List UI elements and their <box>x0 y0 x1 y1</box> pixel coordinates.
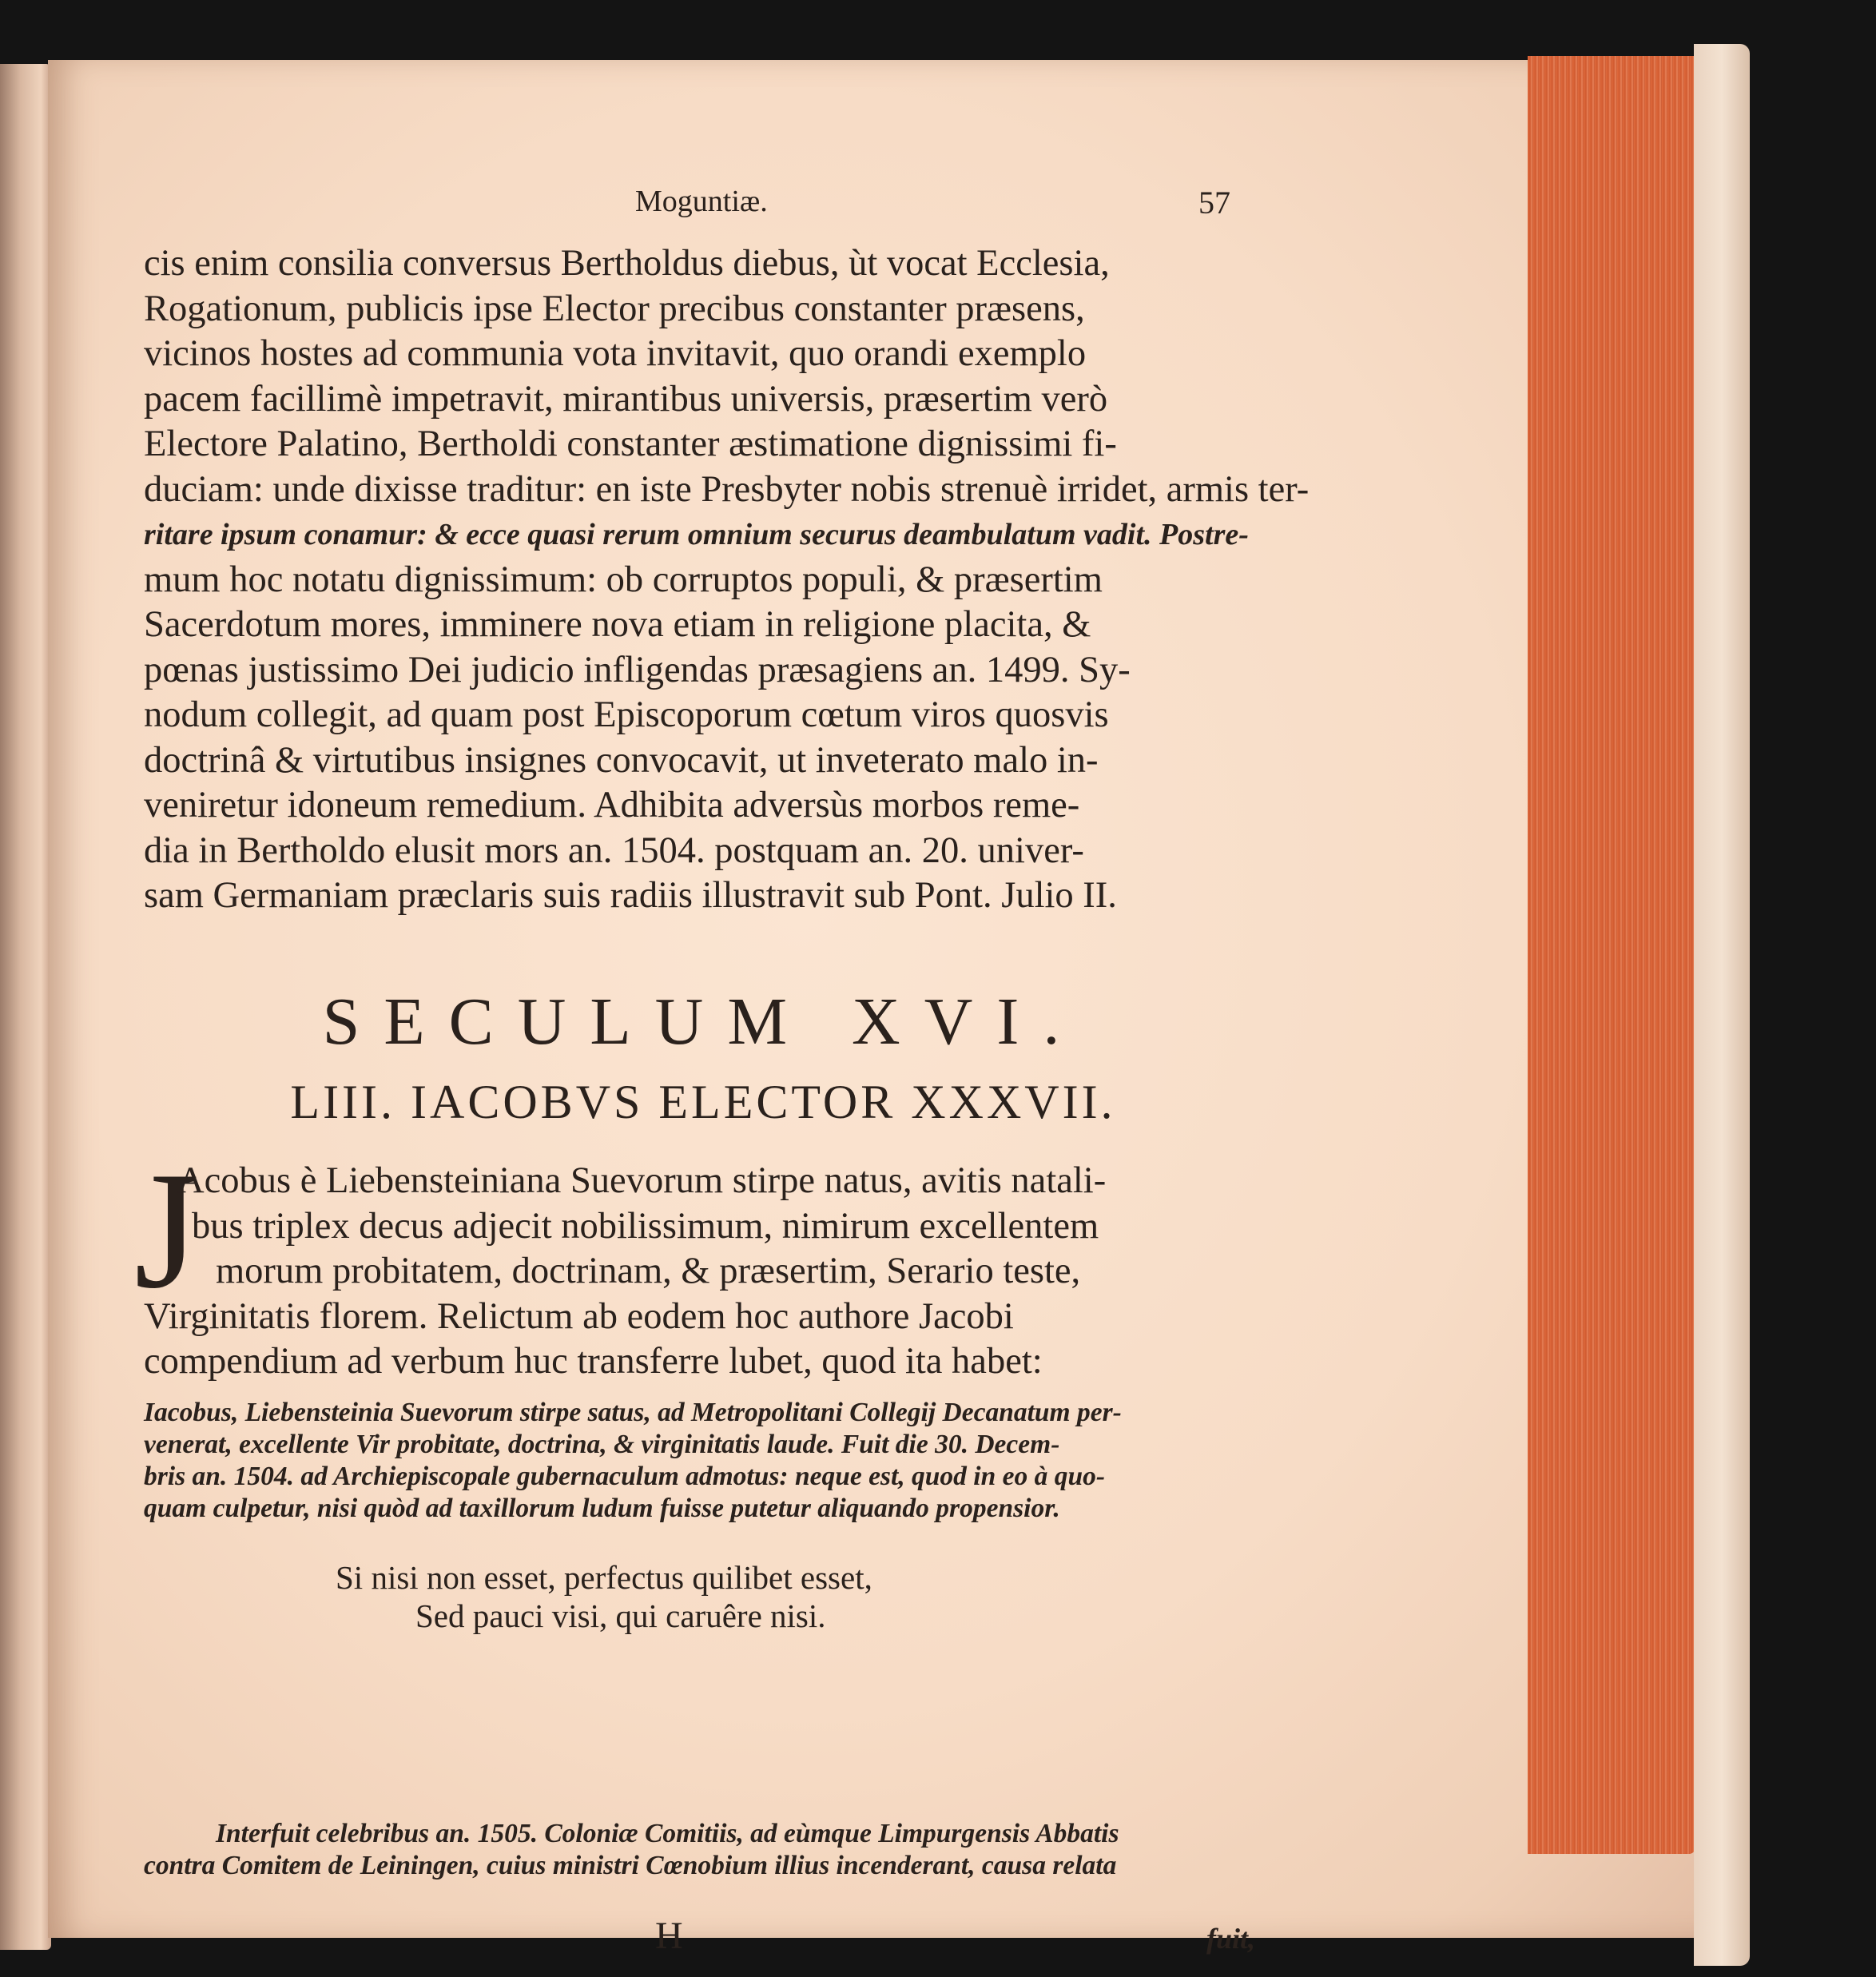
quote-line: venerat, excellente Vir probitate, doctrina, & virginitatis laude. Fuit die 30. Decem- <box>144 1430 1060 1459</box>
text-line: Interfuit celebribus an. 1505. Coloniæ Comitiis, ad eùmque Limpurgensis Abbatis <box>216 1819 1119 1848</box>
drop-capital: J <box>134 1138 200 1323</box>
text-line: contra Comitem de Leiningen, cuius ministri Cœnobium illius incenderant, causa relata <box>144 1851 1117 1880</box>
text-line: doctrinâ & virtutibus insignes convocavit, ut inveterato malo in- <box>144 739 1099 781</box>
page-fore-edge <box>1528 56 1695 1854</box>
text-line: Electore Palatino, Bertholdi constanter æstimatione dignissimi fi- <box>144 424 1117 464</box>
paragraph-bertholdus <box>144 241 1310 919</box>
section-heading: SECULUM XVI. <box>322 985 1084 1059</box>
text-line: compendium ad verbum huc transferre lubet, quod ita habet: <box>144 1341 1043 1382</box>
text-line: vicinos hostes ad communia vota invitavit, quo orandi exemplo <box>144 333 1087 374</box>
text-line: pacem facillimè impetravit, mirantibus universis, præsertim verò <box>144 378 1108 420</box>
text-line: cis enim consilia conversus Bertholdus diebus, ùt vocat Ecclesia, <box>144 243 1110 284</box>
quote-line: Iacobus, Liebensteinia Suevorum stirpe satus, ad Metropolitani Collegij Decanatum per- <box>144 1398 1122 1427</box>
text-line: Rogationum, publicis ipse Elector precibus constanter præsens, <box>144 288 1085 329</box>
paragraph-jacobus <box>144 1159 1262 1385</box>
text-line: morum probitatem, doctrinam, & præsertim, Serario teste, <box>216 1251 1081 1291</box>
text-line: sam Germaniam præclaris suis radiis illustravit sub Pont. Julio II. <box>144 875 1117 916</box>
left-facing-page <box>0 64 51 1950</box>
verse-line: Sed pauci visi, qui caruêre nisi. <box>415 1597 826 1634</box>
verse-line: Si nisi non esset, perfectus quilibet esset, <box>336 1559 872 1596</box>
quote-line: quam culpetur, nisi quòd ad taxillorum ludum fuisse putetur aliquando propensior. <box>144 1494 1060 1523</box>
text-line: bus triplex decus adjecit nobilissimum, nimirum excellentem <box>192 1205 1099 1247</box>
text-line: mum hoc notatu dignissimum: ob corruptos populi, & præsertim <box>144 559 1103 600</box>
text-line: veniretur idoneum remedium. Adhibita adversùs morbos reme- <box>144 785 1080 825</box>
catchword: fuit, <box>1206 1923 1256 1955</box>
signature-mark: H <box>655 1915 683 1957</box>
text-line: Acobus è Liebensteiniana Suevorum stirpe natus, avitis natali- <box>177 1160 1107 1201</box>
paragraph-interfuit <box>144 1818 1262 1882</box>
quoted-passage <box>144 1397 1262 1525</box>
text-line: Virginitatis florem. Relictum ab eodem hoc authore Jacobi <box>144 1295 1014 1337</box>
verse-couplet <box>336 1558 872 1635</box>
page-number: 57 <box>1198 185 1230 221</box>
text-line: pœnas justissimo Dei judicio infligendas præsagiens an. 1499. Sy- <box>144 649 1131 690</box>
text-line: dia in Bertholdo elusit mors an. 1504. postquam an. 20. univer- <box>144 829 1084 871</box>
text-line: nodum collegit, ad quam post Episcoporum cœtum viros quosvis <box>144 694 1109 735</box>
text-line: Sacerdotum mores, imminere nova etiam in religione placita, & <box>144 604 1091 645</box>
text-line: ritare ipsum conamur: & ecce quasi rerum omnium securus deambulatum vadit. Postre- <box>144 518 1249 551</box>
book-cover-edge <box>1694 44 1750 1966</box>
text-line: duciam: unde dixisse traditur: en iste Presbyter nobis strenuè irridet, armis ter- <box>144 468 1310 510</box>
quote-line: bris an. 1504. ad Archiepiscopale gubernaculum admotus: neque est, quod in eo à quo- <box>144 1462 1106 1491</box>
running-head-title: Moguntiæ. <box>635 185 768 218</box>
running-head <box>144 184 1262 232</box>
chapter-heading: LIII. IACOBVS ELECTOR XXXVII. <box>290 1076 1116 1128</box>
